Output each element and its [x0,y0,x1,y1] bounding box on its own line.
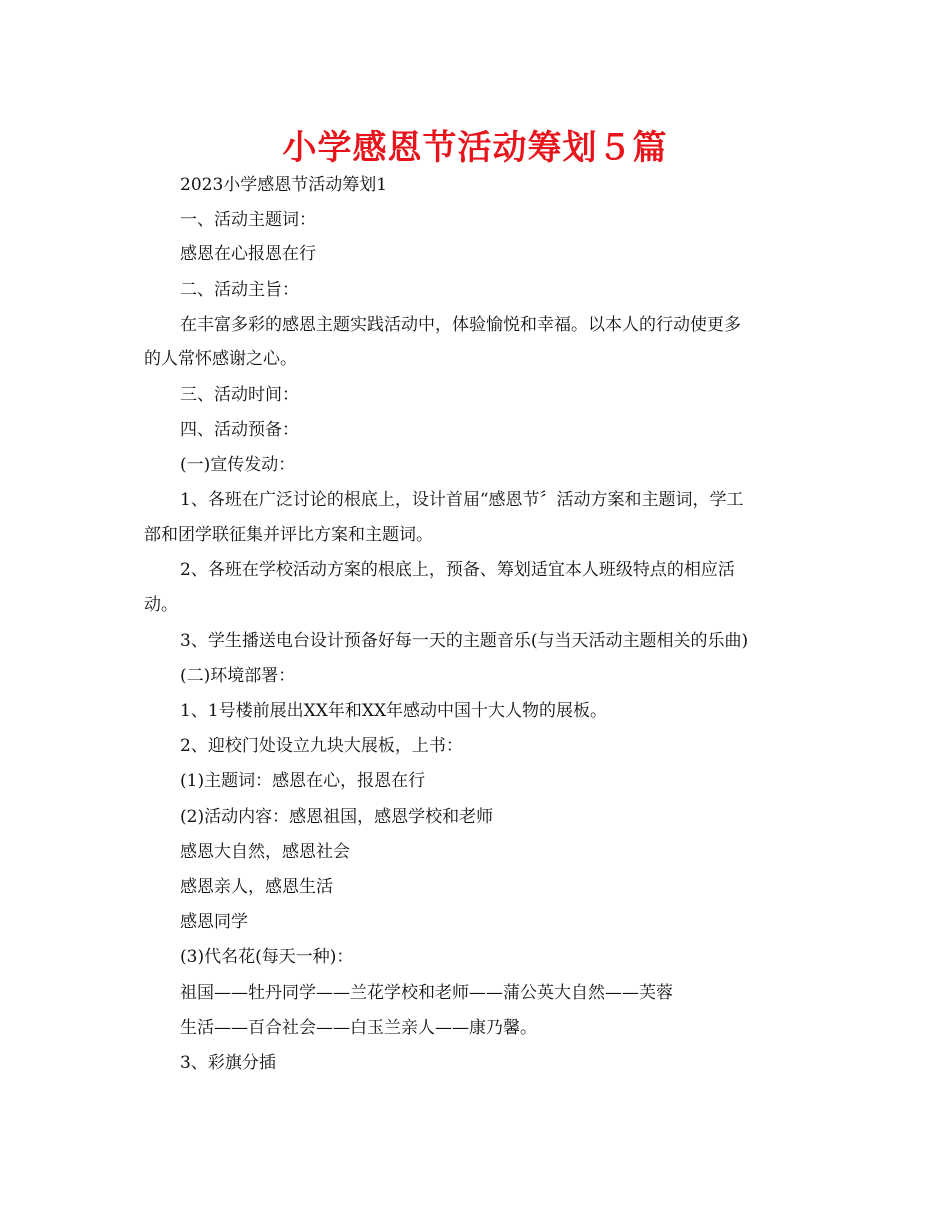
paragraph-line: 在丰富多彩的感恩主题实践活动中，体验愉悦和幸福。以本人的行动使更多 [180,315,741,335]
paragraph-line: (2)活动内容：感恩祖国，感恩学校和老师 [180,807,494,827]
paragraph-line: 2、各班在学校活动方案的根底上，预备、筹划适宜本人班级特点的相应活 [180,560,735,580]
paragraph-line: 祖国——牡丹同学——兰花学校和老师——蒲公英大自然——芙蓉 [180,983,673,1003]
paragraph-line: 一、活动主题词： [180,210,316,230]
paragraph-line: (1)主题词：感恩在心，报恩在行 [180,771,426,791]
section-heading: 2023小学感恩节活动筹划1 [180,175,388,195]
paragraph-line: 三、活动时间： [180,385,299,405]
paragraph-line: (二)环境部署： [180,666,296,686]
paragraph-line: 感恩大自然，感恩社会 [180,842,350,862]
paragraph-line: (一)宣传发动： [180,455,296,475]
paragraph-line: 感恩在心报恩在行 [180,244,316,264]
paragraph-line: 3、学生播送电台设计预备好每一天的主题音乐(与当天活动主题相关的乐曲) [180,631,749,651]
paragraph-line: 生活——百合社会——白玉兰亲人——康乃馨。 [180,1018,537,1038]
paragraph-line: 1、各班在广泛讨论的根底上，设计首届“感恩节〞活动方案和主题词，学工 [180,490,744,510]
paragraph-line: 四、活动预备： [180,420,299,440]
paragraph-line: 3、彩旗分插 [180,1053,276,1073]
paragraph-line: 1、1号楼前展出XX年和XX年感动中国十大人物的展板。 [180,701,608,721]
paragraph-line: 二、活动主旨： [180,280,299,300]
paragraph-line: (3)代名花(每天一种)： [180,947,354,967]
paragraph-line: 2、迎校门处设立九块大展板，上书： [180,736,463,756]
paragraph-line: 感恩亲人，感恩生活 [180,877,333,897]
paragraph-line: 部和团学联征集并评比方案和主题词。 [144,525,433,545]
paragraph-line: 的人常怀感谢之心。 [144,349,297,369]
document-title: 小学感恩节活动筹划５篇 [282,128,668,168]
paragraph-line: 感恩同学 [180,912,248,932]
paragraph-line: 动。 [144,595,178,615]
